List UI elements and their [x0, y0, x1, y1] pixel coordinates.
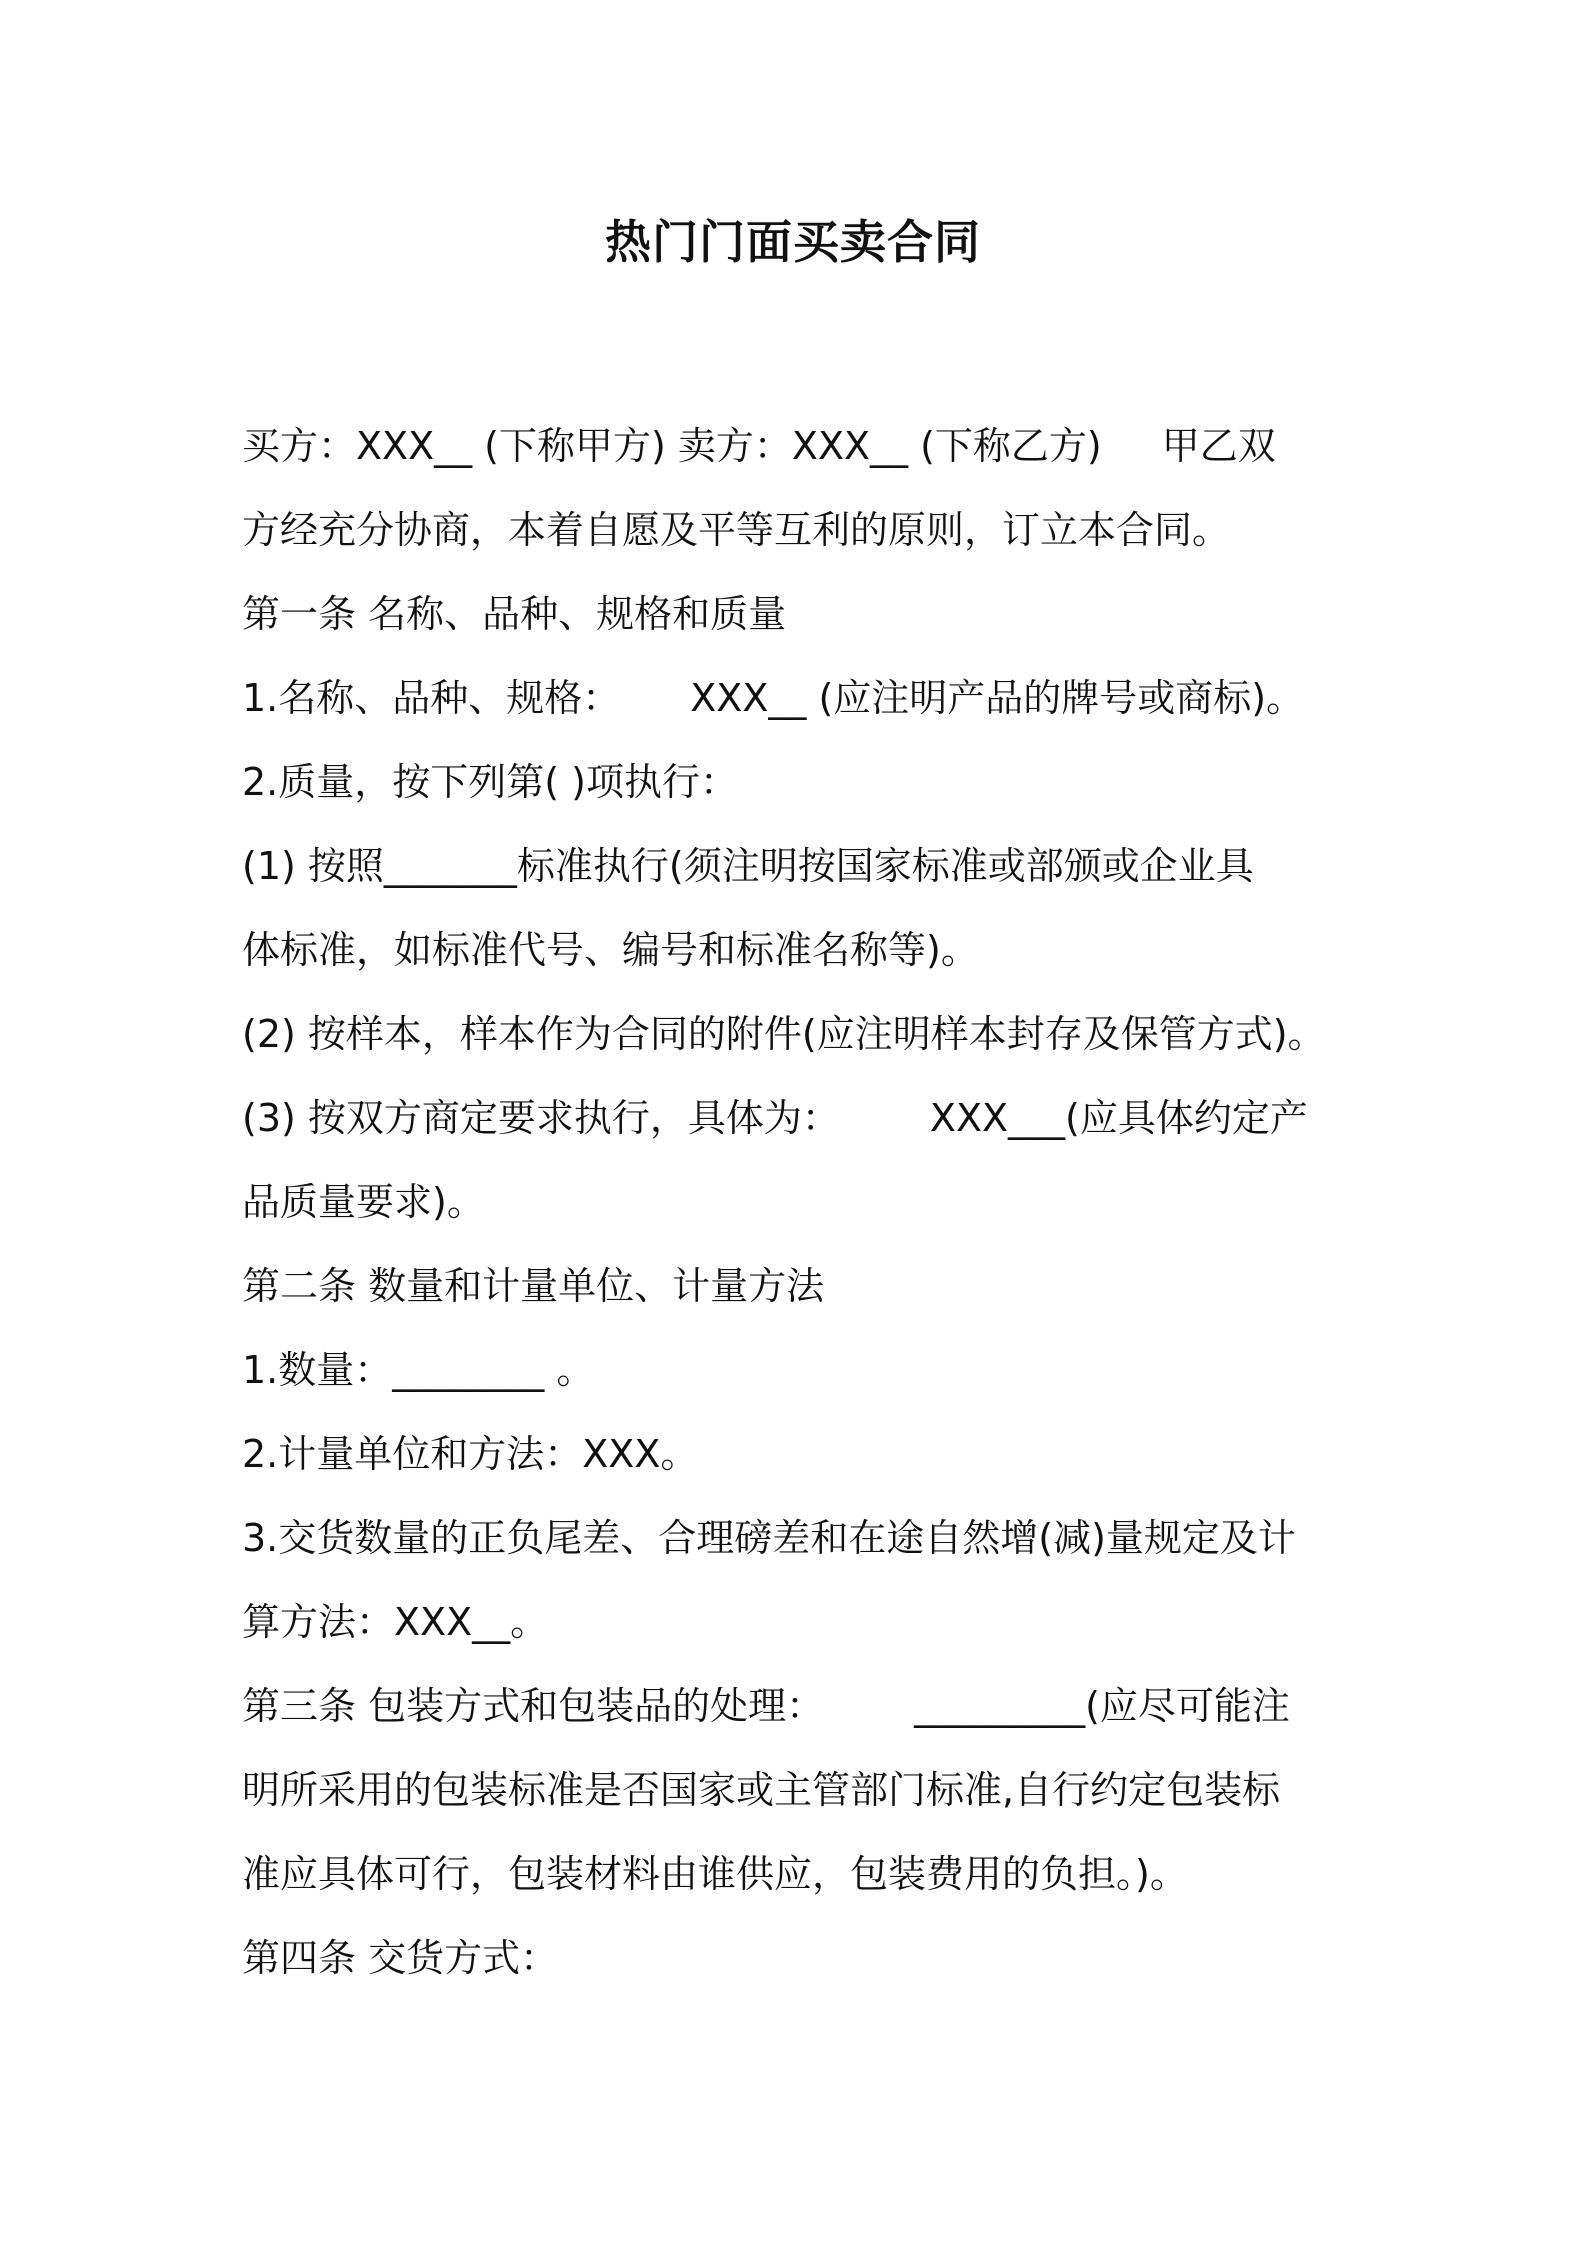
- parties-line: [242, 404, 1360, 488]
- quality-option-2: (2) 按样本，样本作为合同的附件(应注明样本封存及保管方式)。: [242, 1012, 1326, 1056]
- quantity-line: 1.数量：________ 。: [242, 1348, 595, 1392]
- quality-option-1-cont: 体标准，如标准代号、编号和标准名称等)。: [242, 928, 979, 972]
- quality-option-3-cont: 品质量要求)。: [242, 1180, 485, 1224]
- delivery-tolerance-line: 3.交货数量的正负尾差、合理磅差和在途自然增(减)量规定及计: [242, 1516, 1296, 1560]
- quality-option-3: [242, 1076, 1360, 1160]
- article-3-value: _________(应尽可能注: [914, 1684, 1290, 1728]
- article-2-heading: 第二条 数量和计量单位、计量方法: [242, 1264, 825, 1308]
- agreement-intro-line: 方经充分协商，本着自愿及平等互利的原则，订立本合同。: [242, 508, 1231, 552]
- document-body: [242, 404, 1360, 2000]
- article-4-heading: 第四条 交货方式：: [242, 1936, 559, 1980]
- article-3-label: 第三条 包装方式和包装品的处理：: [242, 1684, 825, 1728]
- delivery-tolerance-cont: 算方法：XXX__。: [242, 1600, 549, 1644]
- article-3-cont-1: 明所采用的包装标准是否国家或主管部门标准,自行约定包装标: [242, 1768, 1281, 1812]
- parties-continuation: 甲乙双: [1161, 424, 1276, 468]
- article-3-cont-2: 准应具体可行，包装材料由谁供应，包装费用的负担。)。: [242, 1852, 1188, 1896]
- quality-option-3-value: XXX___(应具体约定产: [929, 1096, 1308, 1140]
- article-1-heading: 第一条 名称、品种、规格和质量: [242, 592, 787, 636]
- quality-option-1: (1) 按照_______标准执行(须注明按国家标准或部颁或企业具: [242, 844, 1254, 888]
- article-1-item-2: 2.质量，按下列第( )项执行：: [242, 760, 738, 804]
- article-1-item-1-label: 1.名称、品种、规格：: [242, 676, 621, 720]
- article-1-item-1-value: XXX__ (应注明产品的牌号或商标)。: [690, 676, 1305, 720]
- unit-method-line: 2.计量单位和方法：XXX。: [242, 1432, 699, 1476]
- article-3-heading: [242, 1664, 1360, 1748]
- parties-text: 买方：XXX__ (下称甲方) 卖方：XXX__ (下称乙方): [242, 424, 1102, 468]
- article-1-item-1: [242, 656, 1360, 740]
- document-title: 热门门面买卖合同: [605, 215, 981, 269]
- quality-option-3-label: (3) 按双方商定要求执行，具体为：: [242, 1096, 840, 1140]
